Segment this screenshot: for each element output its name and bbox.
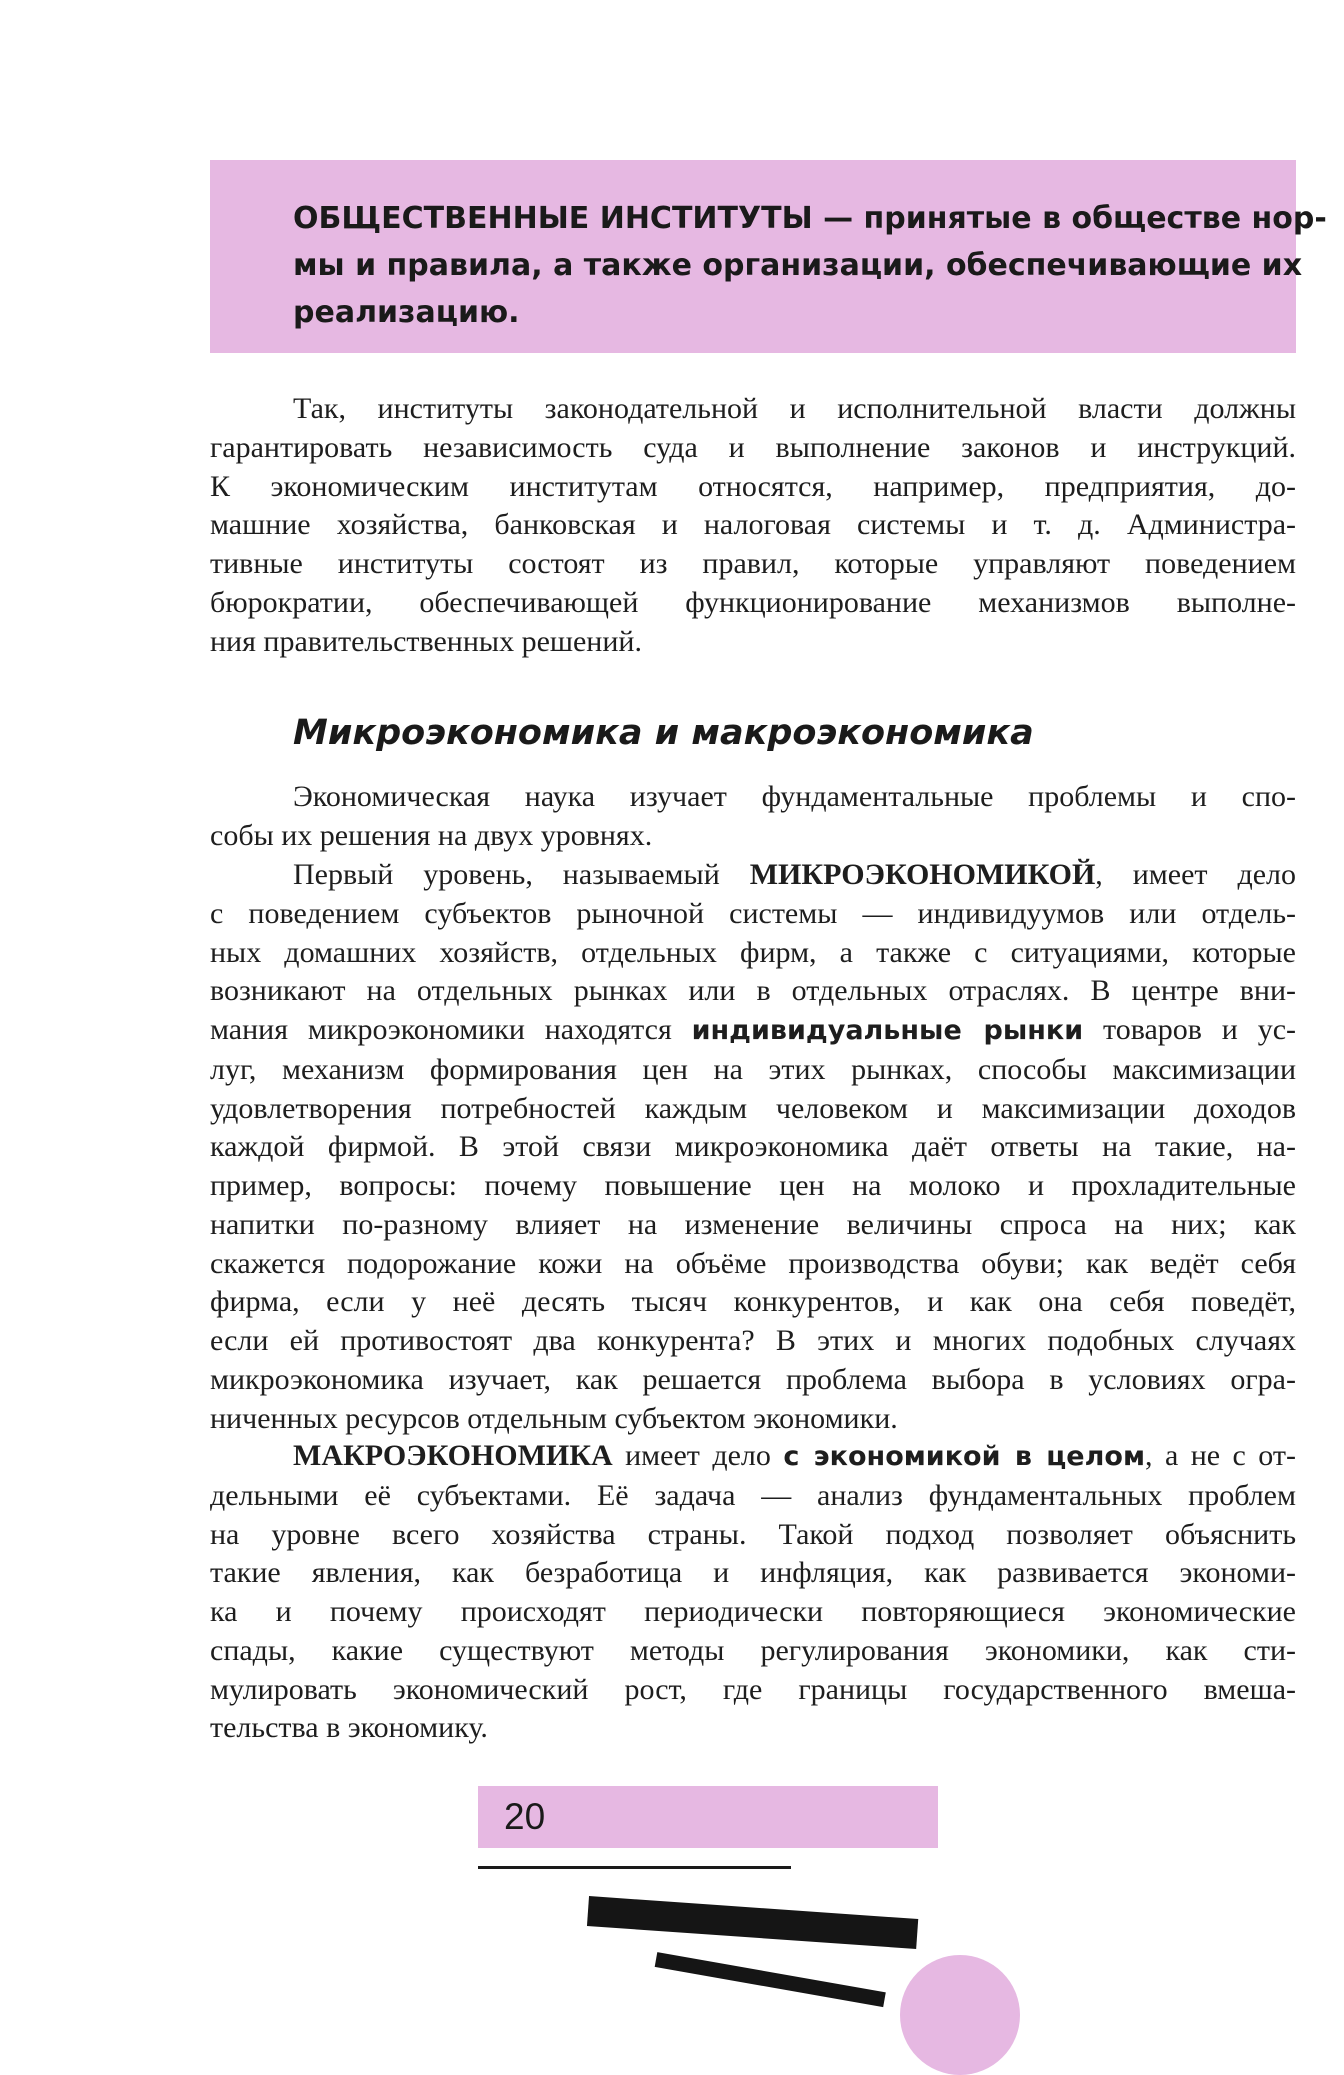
- text-line: если ей противостоят два конкурента? В этих и многих подобных случаях: [210, 1324, 1296, 1357]
- text-segment: товаров и ус-: [1083, 1013, 1296, 1046]
- definition-line: реализацию.: [293, 295, 520, 330]
- paragraph-intro: [210, 778, 1296, 856]
- definition-line: ОБЩЕСТВЕННЫЕ ИНСТИТУТЫ — принятые в обществе нор-: [293, 201, 1327, 236]
- decorative-circle: [900, 1955, 1020, 2075]
- text-segment: мания микроэкономики находятся: [210, 1013, 692, 1046]
- term-microeconomics: МИКРОЭКОНОМИКОЙ: [749, 858, 1096, 891]
- text-line: ниченных ресурсов отдельным субъектом экономики.: [210, 1401, 898, 1435]
- text-line: [210, 856, 1296, 895]
- text-line: собы их решения на двух уровнях.: [210, 818, 653, 852]
- term-economy-as-whole: с экономикой в целом: [783, 1441, 1146, 1472]
- text-line: возникают на отдельных рынках или в отдельных отраслях. В центре вни-: [210, 974, 1296, 1008]
- decorative-bar: [587, 1896, 918, 1949]
- text-line: каждой фирмой. В этой связи микроэкономика даёт ответы на такие, на-: [210, 1130, 1296, 1164]
- text-line: напитки по-разному влияет на изменение величины спроса на них; как: [210, 1207, 1296, 1241]
- text-line: дельными её субъектами. Её задача — анализ фундаментальных проблем: [210, 1478, 1296, 1512]
- definition-line: мы и правила, а также организации, обеспечивающие их: [293, 248, 1303, 283]
- text-line: К экономическим институтам относятся, например, предприятия, до-: [210, 469, 1296, 503]
- paragraph-macroeconomics: [210, 1437, 1296, 1748]
- term-macroeconomics: МАКРОЭКОНОМИКА: [293, 1439, 613, 1472]
- text-line: фирма, если у неё десять тысяч конкурентов, и как она себя поведёт,: [210, 1285, 1296, 1319]
- text-line: бюрократии, обеспечивающей функционирование механизмов выполне-: [210, 585, 1296, 619]
- page-number-bar: [478, 1786, 938, 1848]
- footer-rule: [478, 1866, 791, 1869]
- text-line: пример, вопросы: почему повышение цен на молоко и прохладительные: [210, 1169, 1296, 1202]
- text-line: с поведением субъектов рыночной системы — индивидуумов или отдель-: [210, 896, 1296, 930]
- text-line: мулировать экономический рост, где границы государственного вмеша-: [210, 1672, 1296, 1706]
- text-segment: , имеет дело: [1095, 858, 1296, 891]
- decorative-bar-thin: [655, 1952, 886, 2007]
- text-line: спады, какие существуют методы регулирования экономики, как сти-: [210, 1633, 1296, 1667]
- text-line: [210, 1011, 1296, 1051]
- section-heading: Микроэкономика и макроэкономика: [293, 713, 1034, 753]
- definition-box: [210, 160, 1327, 353]
- text-line: Экономическая наука изучает фундаментальные проблемы и спо-: [293, 780, 1296, 813]
- text-line: такие явления, как безработица и инфляция, как развивается экономи-: [210, 1556, 1296, 1590]
- text-line: ных домашних хозяйств, отдельных фирм, а также с ситуациями, которые: [210, 935, 1296, 969]
- paragraph-microeconomics: [210, 856, 1296, 1438]
- text-line: гарантировать независимость суда и выполнение законов и инструкций.: [210, 430, 1296, 464]
- text-line: машние хозяйства, банковская и налоговая системы и т. д. Администра-: [210, 508, 1296, 542]
- page-number: 20: [504, 1796, 546, 1837]
- text-line: скажется подорожание кожи на объёме производства обуви; как ведёт себя: [210, 1246, 1296, 1280]
- text-line: луг, механизм формирования цен на этих рынках, способы максимизации: [210, 1052, 1296, 1086]
- text-segment: имеет дело: [612, 1439, 784, 1472]
- text-segment: , а не с от-: [1145, 1439, 1296, 1472]
- text-line: тивные институты состоят из правил, которые управляют поведением: [210, 547, 1296, 580]
- text-line: микроэкономика изучает, как решается проблема выбора в условиях огра-: [210, 1362, 1296, 1396]
- paragraph-institutions: [210, 390, 1296, 661]
- text-line: ния правительственных решений.: [210, 624, 642, 658]
- text-line: удовлетворения потребностей каждым человеком и максимизации доходов: [210, 1091, 1296, 1125]
- text-line: Так, институты законодательной и исполнительной власти должны: [293, 392, 1296, 425]
- text-segment: Первый уровень, называемый: [293, 858, 750, 891]
- text-line: ка и почему происходят периодически повторяющиеся экономические: [210, 1595, 1296, 1628]
- text-line: тельства в экономику.: [210, 1711, 488, 1745]
- term-individual-markets: индивидуальные рынки: [691, 1015, 1084, 1046]
- text-line: на уровне всего хозяйства страны. Такой подход позволяет объяснить: [210, 1517, 1296, 1551]
- text-line: [210, 1437, 1296, 1477]
